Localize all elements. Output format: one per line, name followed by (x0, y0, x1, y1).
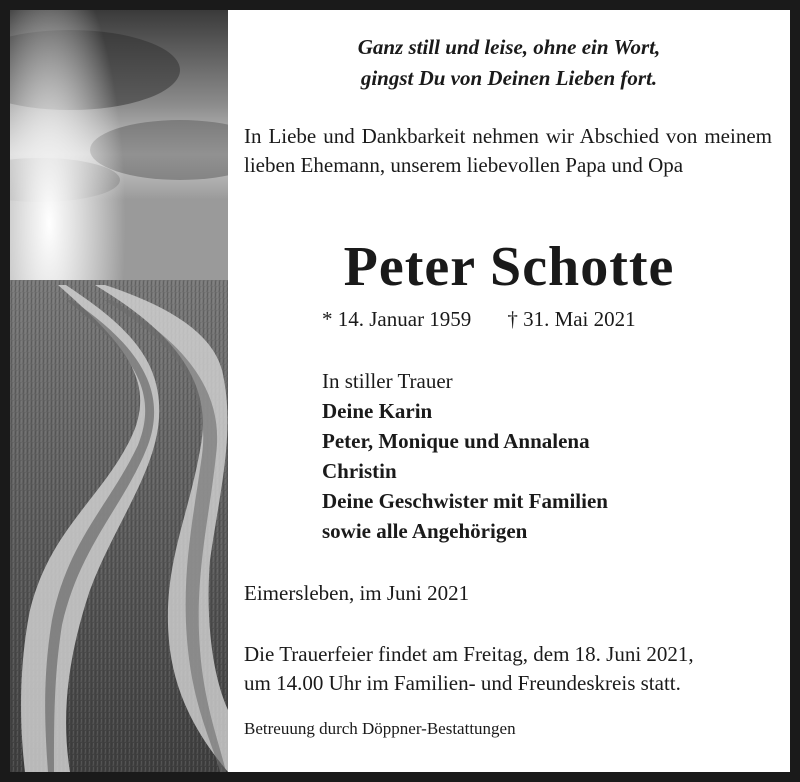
motto-verse (228, 32, 790, 94)
intro-text: In Liebe und Dankbarkeit nehmen wir Abschied von meinem lieben Ehemann, unserem liebevollen Papa und Opa (244, 124, 772, 177)
service-line-1: Die Trauerfeier findet am Freitag, dem 18. Juni 2021, (244, 642, 694, 666)
service-line-2: um 14.00 Uhr im Familien- und Freundeskreis statt. (244, 671, 681, 695)
mourner-name: Deine Karin (322, 399, 433, 423)
field-path-photo (10, 10, 228, 772)
mourner-name: Deine Geschwister mit Familien (322, 489, 608, 513)
obituary-text-panel (228, 10, 790, 772)
mourners-list (322, 366, 608, 546)
birth-date: * 14. Januar 1959 (322, 307, 472, 331)
mourners-heading: In stiller Trauer (322, 369, 453, 393)
deceased-name: Peter Schotte (343, 236, 675, 298)
place-and-date: Eimersleben, im Juni 2021 (244, 581, 470, 605)
undertaker-credit: Betreuung durch Döppner-Bestattungen (244, 719, 516, 738)
mourner-name: sowie alle Angehörigen (322, 519, 528, 543)
mourner-name: Peter, Monique und Annalena (322, 429, 590, 453)
mourner-name: Christin (322, 459, 397, 483)
life-dates (322, 304, 636, 334)
death-date: † 31. Mai 2021 (507, 307, 636, 331)
motto-line-1: Ganz still und leise, ohne ein Wort, (357, 35, 661, 59)
funeral-service-info (244, 640, 694, 698)
motto-line-2: gingst Du von Deinen Lieben fort. (360, 66, 658, 90)
